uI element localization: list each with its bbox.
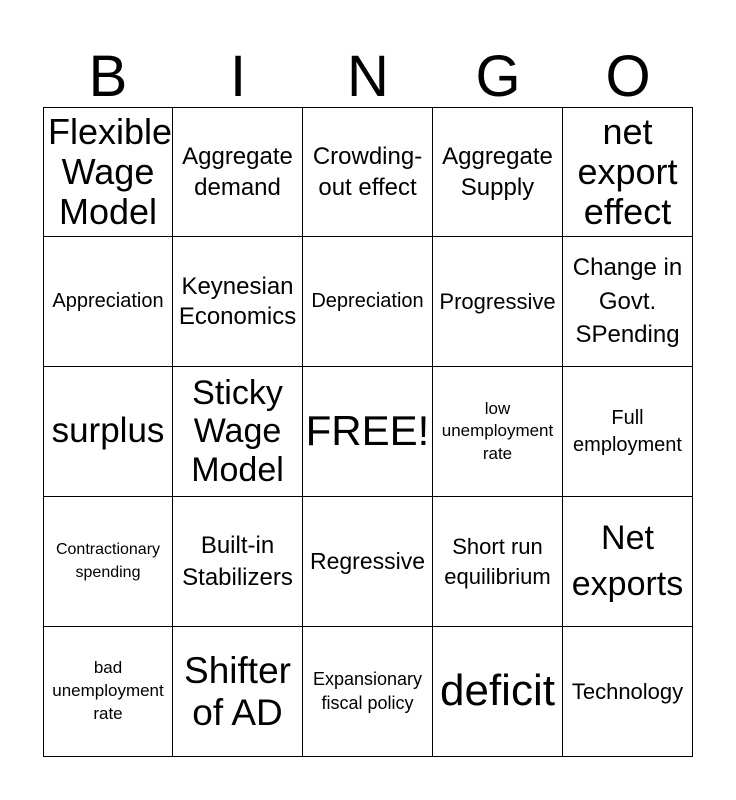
cell-text: Contractionary spending xyxy=(55,541,161,581)
bingo-cell[interactable] xyxy=(433,497,563,627)
bingo-cell[interactable] xyxy=(433,367,563,497)
bingo-cell[interactable] xyxy=(563,627,693,757)
cell-text: deficit xyxy=(440,666,555,716)
bingo-cell[interactable] xyxy=(303,107,433,237)
bingo-header xyxy=(43,42,693,108)
cell-text: Keynesian Economics xyxy=(178,272,297,330)
bingo-cell[interactable] xyxy=(563,237,693,367)
cell-text: Depreciation xyxy=(311,290,424,312)
cell-text: Technology xyxy=(571,678,684,704)
bingo-cell[interactable] xyxy=(303,367,433,497)
cell-text: Regressive xyxy=(309,548,426,575)
bingo-cell[interactable] xyxy=(173,367,303,497)
cell-text: Crowding-out effect xyxy=(312,142,423,201)
bingo-cell[interactable] xyxy=(173,107,303,237)
cell-text: Built-in Stabilizers xyxy=(182,532,293,591)
bingo-cell[interactable] xyxy=(433,627,563,757)
cell-text: Expansionary fiscal policy xyxy=(312,669,423,713)
bingo-board xyxy=(43,107,693,757)
header-letter-b: B xyxy=(88,44,128,109)
bingo-cell[interactable] xyxy=(433,107,563,237)
header-letter-i: I xyxy=(229,44,247,109)
bingo-cell[interactable] xyxy=(173,627,303,757)
bingo-cell[interactable] xyxy=(173,237,303,367)
bingo-cell[interactable] xyxy=(43,367,173,497)
header-letter-o: O xyxy=(605,44,651,109)
bingo-cell[interactable] xyxy=(433,237,563,367)
cell-text: Aggregate demand xyxy=(182,142,293,201)
cell-text: low unemployment rate xyxy=(441,399,554,463)
cell-text: surplus xyxy=(51,411,165,451)
cell-text: Net exports xyxy=(571,518,684,603)
cell-text: Flexible Wage Model xyxy=(48,110,173,233)
bingo-cell[interactable] xyxy=(563,107,693,237)
header-letter-n: N xyxy=(347,44,389,109)
header-letter-g: G xyxy=(475,44,521,109)
cell-text: FREE! xyxy=(305,407,430,455)
cell-text: Aggregate Supply xyxy=(442,142,553,201)
cell-text: Full employment xyxy=(573,406,682,456)
cell-text: bad unemployment rate xyxy=(52,658,164,723)
cell-text: Progressive xyxy=(439,288,556,314)
bingo-cell[interactable] xyxy=(43,237,173,367)
cell-text: Change in Govt. SPending xyxy=(572,254,683,349)
bingo-cell[interactable] xyxy=(303,497,433,627)
bingo-cell[interactable] xyxy=(563,367,693,497)
bingo-cell[interactable] xyxy=(43,107,173,237)
bingo-cell[interactable] xyxy=(563,497,693,627)
bingo-cell[interactable] xyxy=(173,497,303,627)
cell-text: Shifter of AD xyxy=(184,650,291,733)
bingo-cell[interactable] xyxy=(43,627,173,757)
cell-text: Short run equilibrium xyxy=(444,533,551,589)
bingo-cell[interactable] xyxy=(303,237,433,367)
bingo-cell[interactable] xyxy=(303,627,433,757)
cell-text: Appreciation xyxy=(52,290,164,312)
cell-text: Sticky Wage Model xyxy=(191,374,284,489)
bingo-cell[interactable] xyxy=(43,497,173,627)
cell-text: net export effect xyxy=(577,110,678,233)
